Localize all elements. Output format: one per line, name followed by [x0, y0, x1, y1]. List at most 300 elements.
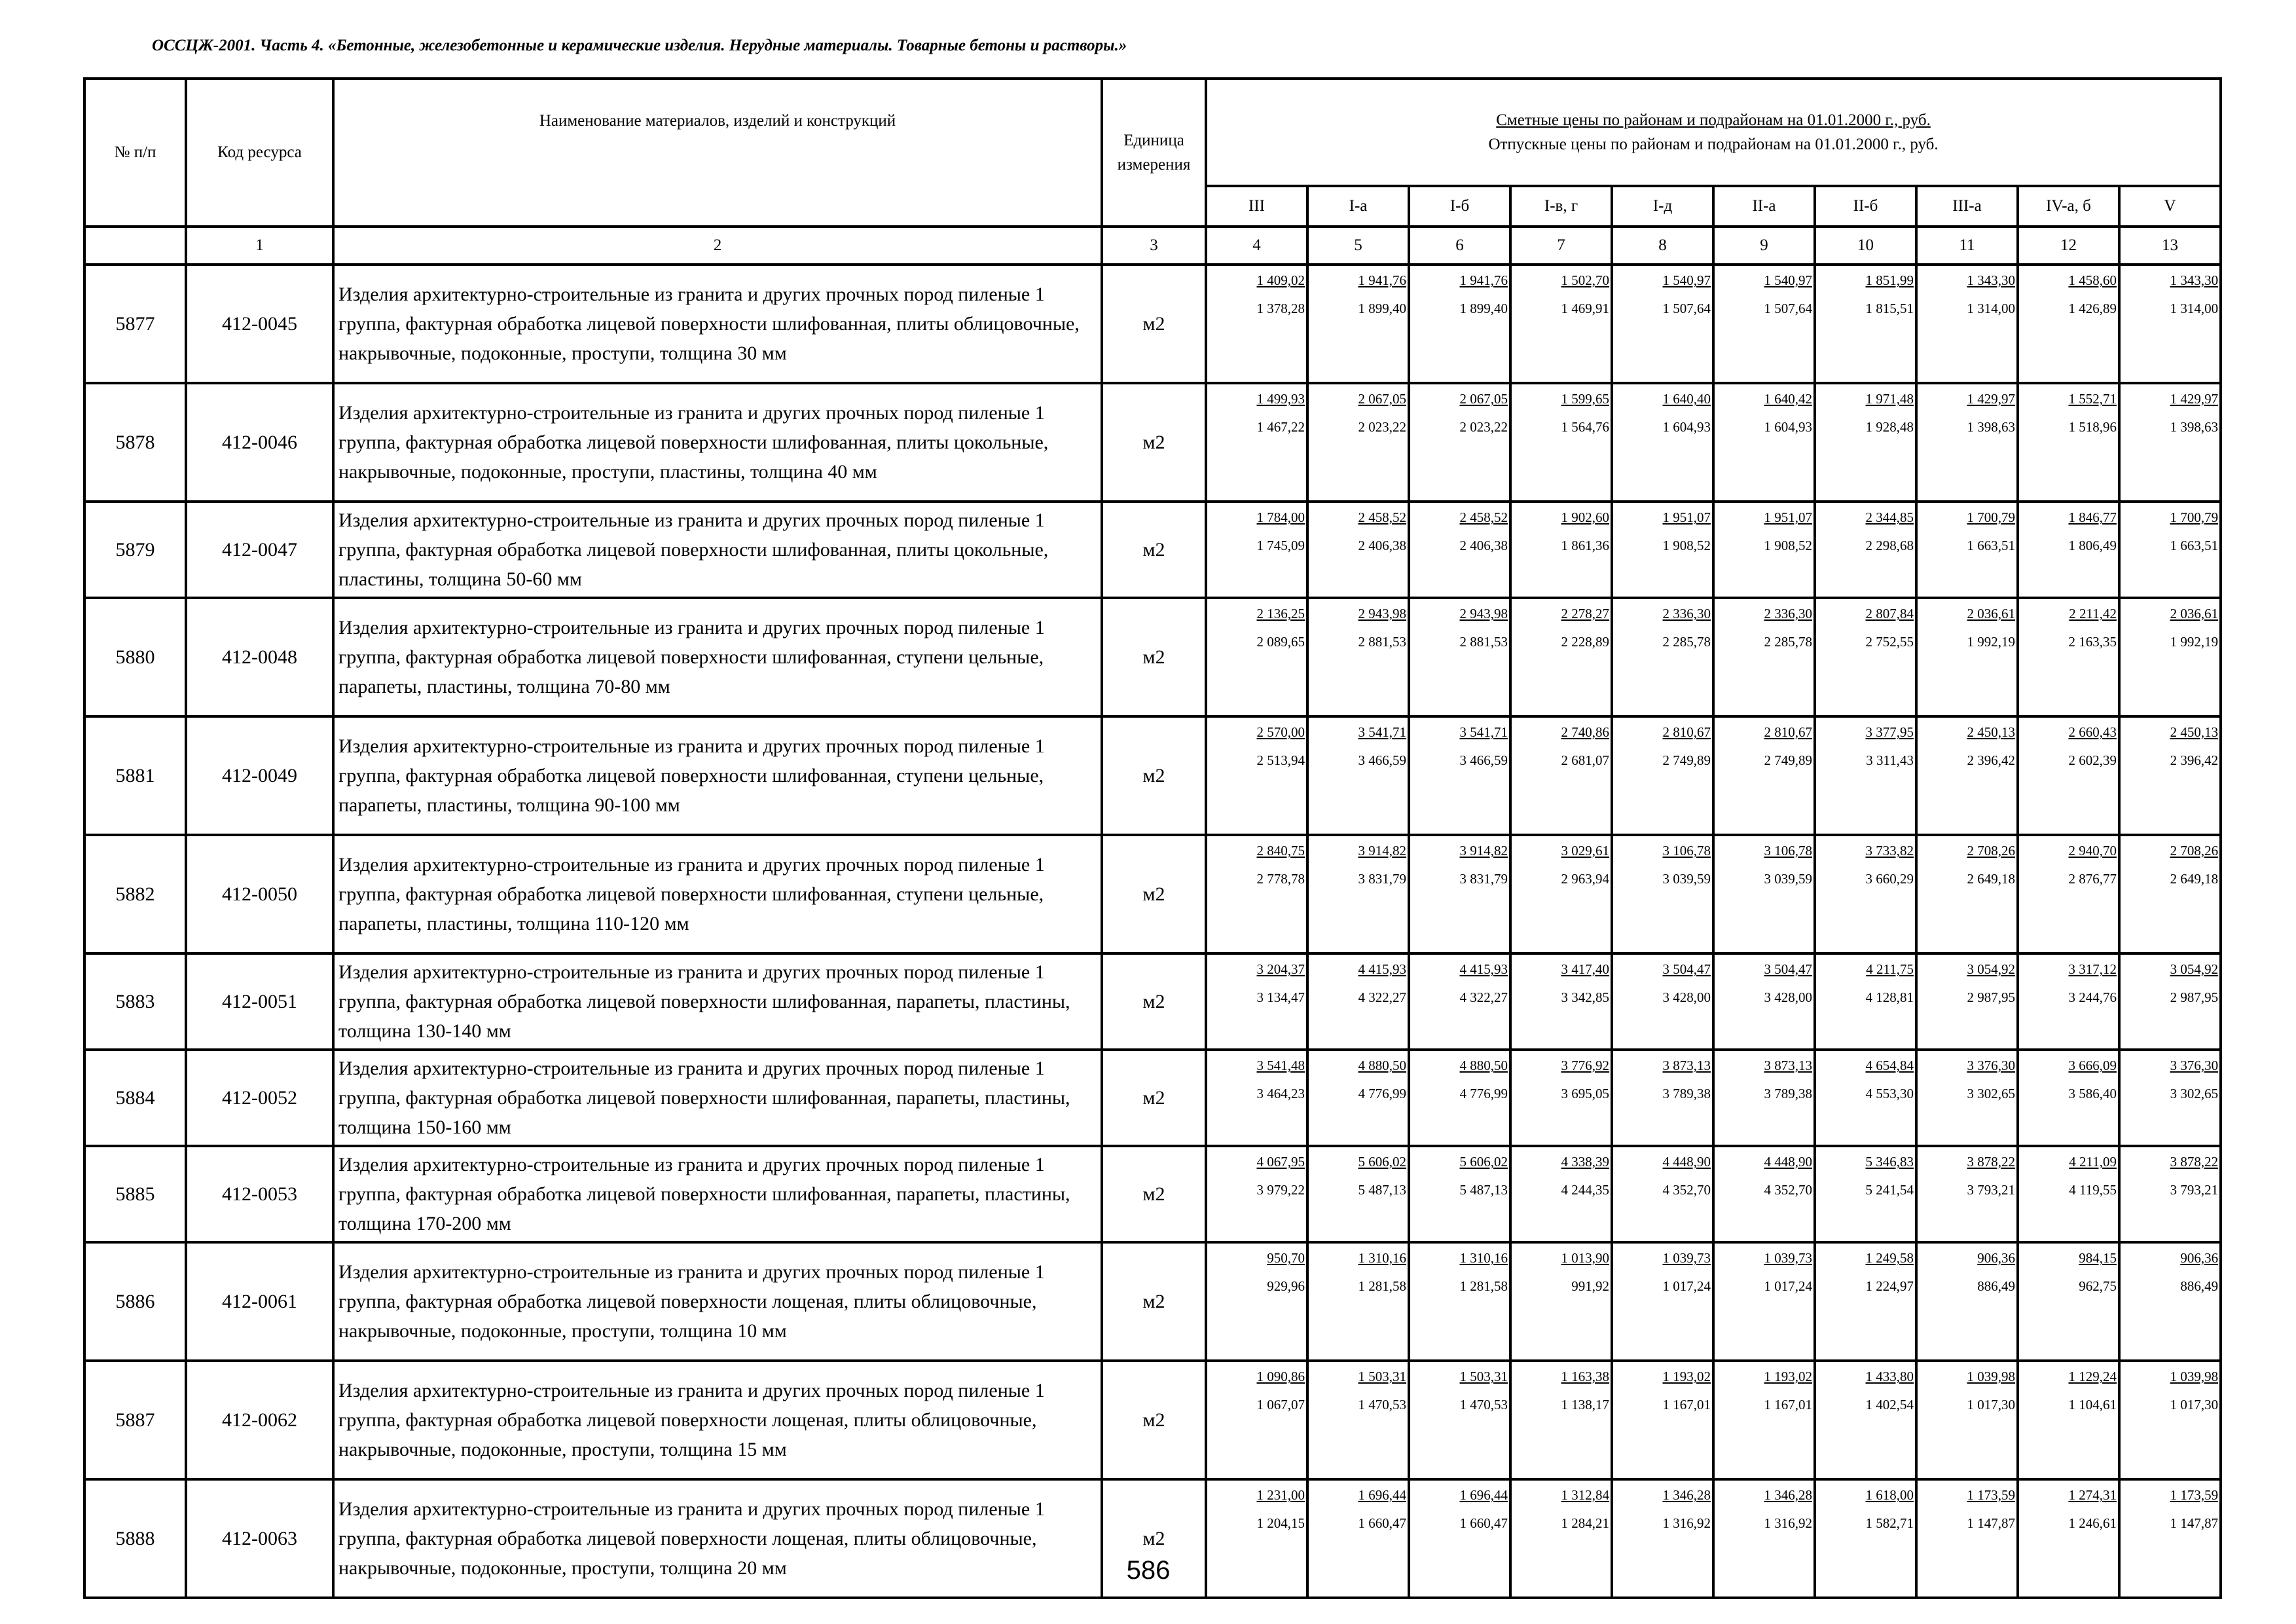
release-price: 1 398,63 — [1967, 419, 2015, 435]
row-number: 5884 — [84, 1050, 186, 1146]
price-cell — [1612, 598, 1713, 716]
release-price: 991,92 — [1571, 1278, 1609, 1294]
estimate-price: 3 733,82 — [1865, 843, 1914, 858]
release-price: 1 507,64 — [1764, 301, 1812, 316]
material-name: Изделия архитектурно-строительные из гранита и других прочных пород пиленые 1 группа, фактурная обработка лицевой поверхности шлифованная, плиты цокольные, накрывочные, подоконные, проступи, пластины, толщина 40 мм — [333, 383, 1102, 502]
release-price: 1 017,30 — [2170, 1397, 2219, 1412]
resource-code: 412-0053 — [186, 1146, 333, 1242]
estimate-price: 3 873,13 — [1662, 1058, 1711, 1073]
release-price: 2 749,89 — [1662, 752, 1711, 768]
estimate-price: 1 039,98 — [1967, 1369, 2015, 1384]
col-header-prices — [1206, 79, 2221, 186]
release-price: 1 284,21 — [1561, 1515, 1609, 1531]
row-number: 5885 — [84, 1146, 186, 1242]
release-price: 2 987,95 — [2170, 989, 2219, 1005]
release-price: 1 815,51 — [1865, 301, 1914, 316]
price-cell — [1409, 716, 1510, 835]
release-price: 2 987,95 — [1967, 989, 2015, 1005]
row-number: 5887 — [84, 1361, 186, 1479]
estimate-price: 1 013,90 — [1561, 1250, 1609, 1266]
material-name: Изделия архитектурно-строительные из гранита и других прочных пород пиленые 1 группа, фактурная обработка лицевой поверхности шлифованная, парапеты, пластины, толщина 150-160 мм — [333, 1050, 1102, 1146]
release-price: 1 861,36 — [1561, 538, 1609, 553]
price-cell — [2119, 953, 2221, 1050]
estimate-price: 2 660,43 — [2068, 724, 2117, 740]
release-price: 3 302,65 — [2170, 1086, 2219, 1101]
release-price: 1 067,07 — [1256, 1397, 1305, 1412]
table-row — [84, 265, 2221, 383]
unit-cell: м2 — [1102, 383, 1206, 502]
price-cell — [1510, 502, 1612, 598]
price-cell — [1612, 383, 1713, 502]
price-cell — [1409, 383, 1510, 502]
estimate-price: 5 606,02 — [1358, 1154, 1406, 1170]
release-price: 1 316,92 — [1662, 1515, 1711, 1531]
col-number: 12 — [2018, 227, 2119, 265]
price-cell — [1916, 716, 2018, 835]
resource-code: 412-0063 — [186, 1479, 333, 1598]
estimate-price: 2 740,86 — [1561, 724, 1609, 740]
price-cell — [1206, 1361, 1307, 1479]
release-price: 4 352,70 — [1764, 1182, 1812, 1198]
estimate-price: 3 417,40 — [1561, 961, 1609, 977]
release-price: 1 806,49 — [2068, 538, 2117, 553]
estimate-price: 1 951,07 — [1662, 509, 1711, 525]
price-cell — [1206, 1050, 1307, 1146]
price-cell — [1815, 953, 1916, 1050]
estimate-price: 4 415,93 — [1358, 961, 1406, 977]
price-cell — [1916, 502, 2018, 598]
estimate-price: 1 173,59 — [1967, 1487, 2015, 1503]
release-price: 2 298,68 — [1865, 538, 1914, 553]
estimate-price: 3 106,78 — [1764, 843, 1812, 858]
prices-title-estimate: Сметные цены по районам и подрайонам на 01.01.2000 г., руб. — [1496, 111, 1931, 129]
price-cell — [1815, 383, 1916, 502]
unit-cell: м2 — [1102, 1050, 1206, 1146]
release-price: 1 899,40 — [1459, 301, 1508, 316]
estimate-price: 1 193,02 — [1662, 1369, 1711, 1384]
region-header: I-б — [1409, 186, 1510, 227]
region-header: I-д — [1612, 186, 1713, 227]
estimate-price: 3 054,92 — [1967, 961, 2015, 977]
estimate-price: 3 878,22 — [2170, 1154, 2219, 1170]
estimate-price: 1 346,28 — [1662, 1487, 1711, 1503]
estimate-price: 1 696,44 — [1358, 1487, 1406, 1503]
release-price: 1 663,51 — [1967, 538, 2015, 553]
price-cell — [1916, 1242, 2018, 1361]
estimate-price: 3 541,71 — [1358, 724, 1406, 740]
row-number: 5883 — [84, 953, 186, 1050]
estimate-price: 4 211,75 — [1866, 961, 1914, 977]
estimate-price: 1 618,00 — [1865, 1487, 1914, 1503]
col-number: 6 — [1409, 227, 1510, 265]
estimate-price: 1 346,28 — [1764, 1487, 1812, 1503]
price-cell — [2018, 1479, 2119, 1598]
estimate-price: 1 503,31 — [1358, 1369, 1406, 1384]
estimate-price: 1 163,38 — [1561, 1369, 1609, 1384]
release-price: 1 017,24 — [1764, 1278, 1812, 1294]
row-number: 5888 — [84, 1479, 186, 1598]
release-price: 3 793,21 — [2170, 1182, 2219, 1198]
estimate-price: 1 231,00 — [1256, 1487, 1305, 1503]
price-cell — [1307, 835, 1409, 953]
release-price: 1 316,92 — [1764, 1515, 1812, 1531]
release-price: 1 314,00 — [2170, 301, 2219, 316]
estimate-price: 1 846,77 — [2068, 509, 2117, 525]
unit-cell: м2 — [1102, 1146, 1206, 1242]
estimate-price: 5 346,83 — [1865, 1154, 1914, 1170]
estimate-price: 2 840,75 — [1256, 843, 1305, 858]
price-cell — [1307, 953, 1409, 1050]
release-price: 1 104,61 — [2068, 1397, 2117, 1412]
release-price: 2 649,18 — [2170, 871, 2219, 887]
price-cell — [1510, 383, 1612, 502]
resource-code: 412-0045 — [186, 265, 333, 383]
estimate-price: 1 503,31 — [1459, 1369, 1508, 1384]
resource-code: 412-0051 — [186, 953, 333, 1050]
price-cell — [1916, 953, 2018, 1050]
estimate-price: 1 540,97 — [1662, 272, 1711, 288]
estimate-price: 1 409,02 — [1256, 272, 1305, 288]
resource-code: 412-0048 — [186, 598, 333, 716]
estimate-price: 1 552,71 — [2068, 391, 2117, 407]
release-price: 1 660,47 — [1459, 1515, 1508, 1531]
release-price: 1 992,19 — [2170, 634, 2219, 650]
price-cell — [2119, 1146, 2221, 1242]
estimate-price: 3 914,82 — [1358, 843, 1406, 858]
release-price: 1 467,22 — [1256, 419, 1305, 435]
estimate-price: 1 090,86 — [1256, 1369, 1305, 1384]
row-number: 5886 — [84, 1242, 186, 1361]
price-cell — [1815, 1479, 1916, 1598]
region-header: II-а — [1713, 186, 1815, 227]
col-header-name: Наименование материалов, изделий и конструкций — [333, 79, 1102, 227]
estimate-price: 3 776,92 — [1561, 1058, 1609, 1073]
release-price: 1 204,15 — [1256, 1515, 1305, 1531]
estimate-price: 3 914,82 — [1459, 843, 1508, 858]
material-name: Изделия архитектурно-строительные из гранита и других прочных пород пиленые 1 группа, фактурная обработка лицевой поверхности лощеная, плиты облицовочные, накрывочные, подоконные, проступи, толщина 15 мм — [333, 1361, 1102, 1479]
estimate-price: 4 211,09 — [2069, 1154, 2117, 1170]
price-cell — [1612, 1361, 1713, 1479]
price-cell — [1409, 953, 1510, 1050]
release-price: 2 228,89 — [1561, 634, 1609, 650]
release-price: 4 244,35 — [1561, 1182, 1609, 1198]
estimate-price: 1 193,02 — [1764, 1369, 1812, 1384]
release-price: 1 017,30 — [1967, 1397, 2015, 1412]
price-cell — [2018, 502, 2119, 598]
estimate-price: 3 666,09 — [2068, 1058, 2117, 1073]
release-price: 5 487,13 — [1459, 1182, 1508, 1198]
release-price: 1 314,00 — [1967, 301, 2015, 316]
price-cell — [2119, 1242, 2221, 1361]
estimate-price: 2 450,13 — [2170, 724, 2219, 740]
estimate-price: 3 541,48 — [1256, 1058, 1305, 1073]
estimate-price: 1 433,80 — [1865, 1369, 1914, 1384]
estimate-price: 2 136,25 — [1256, 606, 1305, 621]
estimate-price: 2 943,98 — [1459, 606, 1508, 621]
price-cell — [2119, 265, 2221, 383]
estimate-price: 1 274,31 — [2068, 1487, 2117, 1503]
table-row — [84, 1146, 2221, 1242]
price-cell — [2018, 716, 2119, 835]
estimate-price: 1 951,07 — [1764, 509, 1812, 525]
estimate-price: 2 211,42 — [2069, 606, 2117, 621]
estimate-price: 1 310,16 — [1459, 1250, 1508, 1266]
release-price: 2 881,53 — [1358, 634, 1406, 650]
price-cell — [1307, 1242, 1409, 1361]
release-price: 3 039,59 — [1764, 871, 1812, 887]
release-price: 3 311,43 — [1866, 752, 1914, 768]
price-cell — [1409, 598, 1510, 716]
price-cell — [1206, 835, 1307, 953]
estimate-price: 2 458,52 — [1358, 509, 1406, 525]
release-price: 2 406,38 — [1459, 538, 1508, 553]
estimate-price: 1 312,84 — [1561, 1487, 1609, 1503]
price-cell — [1916, 1361, 2018, 1479]
col-number: 13 — [2119, 227, 2221, 265]
release-price: 4 322,27 — [1358, 989, 1406, 1005]
price-cell — [2119, 383, 2221, 502]
price-cell — [2119, 598, 2221, 716]
release-price: 2 396,42 — [2170, 752, 2219, 768]
release-price: 1 507,64 — [1662, 301, 1711, 316]
estimate-price: 3 504,47 — [1662, 961, 1711, 977]
price-cell — [2018, 1146, 2119, 1242]
estimate-price: 3 054,92 — [2170, 961, 2219, 977]
resource-code: 412-0050 — [186, 835, 333, 953]
estimate-price: 2 708,26 — [1967, 843, 2015, 858]
table-row — [84, 953, 2221, 1050]
estimate-price: 3 317,12 — [2068, 961, 2117, 977]
table-row — [84, 835, 2221, 953]
release-price: 3 793,21 — [1967, 1182, 2015, 1198]
price-cell — [1307, 598, 1409, 716]
release-price: 2 023,22 — [1459, 419, 1508, 435]
release-price: 2 876,77 — [2068, 871, 2117, 887]
release-price: 2 681,07 — [1561, 752, 1609, 768]
price-cell — [1713, 1242, 1815, 1361]
estimate-price: 984,15 — [2079, 1250, 2117, 1266]
price-cell — [1307, 716, 1409, 835]
price-cell — [1612, 1479, 1713, 1598]
release-price: 2 749,89 — [1764, 752, 1812, 768]
price-cell — [2018, 1361, 2119, 1479]
price-cell — [2018, 598, 2119, 716]
price-cell — [1815, 265, 1916, 383]
estimate-price: 1 971,48 — [1865, 391, 1914, 407]
region-header: II-б — [1815, 186, 1916, 227]
estimate-price: 1 599,65 — [1561, 391, 1609, 407]
resource-code: 412-0052 — [186, 1050, 333, 1146]
release-price: 4 776,99 — [1459, 1086, 1508, 1101]
estimate-price: 4 448,90 — [1662, 1154, 1711, 1170]
price-cell — [1307, 502, 1409, 598]
resource-code: 412-0049 — [186, 716, 333, 835]
material-name: Изделия архитектурно-строительные из гранита и других прочных пород пиленые 1 группа, фактурная обработка лицевой поверхности шлифованная, парапеты, пластины, толщина 130-140 мм — [333, 953, 1102, 1050]
price-cell — [1510, 1050, 1612, 1146]
estimate-price: 3 029,61 — [1561, 843, 1609, 858]
price-cell — [1815, 1050, 1916, 1146]
row-number: 5880 — [84, 598, 186, 716]
release-price: 3 831,79 — [1459, 871, 1508, 887]
estimate-price: 4 067,95 — [1256, 1154, 1305, 1170]
estimate-price: 1 502,70 — [1561, 272, 1609, 288]
release-price: 3 586,40 — [2068, 1086, 2117, 1101]
estimate-price: 906,36 — [1977, 1250, 2015, 1266]
price-cell — [1713, 1361, 1815, 1479]
material-name: Изделия архитектурно-строительные из гранита и других прочных пород пиленые 1 группа, фактурная обработка лицевой поверхности лощеная, плиты облицовочные, накрывочные, подоконные, проступи, толщина 10 мм — [333, 1242, 1102, 1361]
estimate-price: 2 067,05 — [1459, 391, 1508, 407]
price-cell — [1916, 383, 2018, 502]
estimate-price: 3 504,47 — [1764, 961, 1812, 977]
estimate-price: 1 696,44 — [1459, 1487, 1508, 1503]
estimate-price: 1 540,97 — [1764, 272, 1812, 288]
estimate-price: 1 499,93 — [1256, 391, 1305, 407]
release-price: 3 789,38 — [1764, 1086, 1812, 1101]
estimate-price: 4 654,84 — [1865, 1058, 1914, 1073]
estimate-price: 1 902,60 — [1561, 509, 1609, 525]
release-price: 1 147,87 — [1967, 1515, 2015, 1531]
price-cell — [1510, 716, 1612, 835]
estimate-price: 2 278,27 — [1561, 606, 1609, 621]
release-price: 2 963,94 — [1561, 871, 1609, 887]
row-number: 5877 — [84, 265, 186, 383]
estimate-price: 2 943,98 — [1358, 606, 1406, 621]
col-number: 4 — [1206, 227, 1307, 265]
price-cell — [1612, 1050, 1713, 1146]
release-price: 1 518,96 — [2068, 419, 2117, 435]
release-price: 1 908,52 — [1662, 538, 1711, 553]
release-price: 1 745,09 — [1256, 538, 1305, 553]
estimate-price: 1 039,73 — [1764, 1250, 1812, 1266]
price-cell — [2119, 835, 2221, 953]
unit-cell: м2 — [1102, 598, 1206, 716]
estimate-price: 1 700,79 — [2170, 509, 2219, 525]
release-price: 1 398,63 — [2170, 419, 2219, 435]
price-cell — [1815, 1146, 1916, 1242]
release-price: 3 428,00 — [1662, 989, 1711, 1005]
price-table — [83, 77, 2222, 1599]
price-cell — [2119, 502, 2221, 598]
release-price: 3 244,76 — [2068, 989, 2117, 1005]
price-cell — [2018, 1242, 2119, 1361]
estimate-price: 2 344,85 — [1865, 509, 1914, 525]
release-price: 962,75 — [2079, 1278, 2117, 1294]
unit-cell: м2 — [1102, 716, 1206, 835]
release-price: 3 660,29 — [1865, 871, 1914, 887]
material-name: Изделия архитектурно-строительные из гранита и других прочных пород пиленые 1 группа, фактурная обработка лицевой поверхности шлифованная, парапеты, пластины, толщина 170-200 мм — [333, 1146, 1102, 1242]
release-price: 1 908,52 — [1764, 538, 1812, 553]
col-number: 11 — [1916, 227, 2018, 265]
unit-cell: м2 — [1102, 835, 1206, 953]
estimate-price: 1 784,00 — [1256, 509, 1305, 525]
price-cell — [1612, 502, 1713, 598]
price-cell — [1409, 265, 1510, 383]
price-cell — [1815, 716, 1916, 835]
release-price: 2 778,78 — [1256, 871, 1305, 887]
prices-title-release: Отпускные цены по районам и подрайонам на 01.01.2000 г., руб. — [1488, 136, 1939, 153]
estimate-price: 1 039,73 — [1662, 1250, 1711, 1266]
estimate-price: 1 429,97 — [1967, 391, 2015, 407]
estimate-price: 1 941,76 — [1459, 272, 1508, 288]
release-price: 4 553,30 — [1865, 1086, 1914, 1101]
price-cell — [1612, 835, 1713, 953]
col-header-num: № п/п — [84, 79, 186, 227]
unit-cell: м2 — [1102, 265, 1206, 383]
release-price: 2 163,35 — [2068, 634, 2117, 650]
price-cell — [2119, 1479, 2221, 1598]
price-cell — [1206, 953, 1307, 1050]
material-name: Изделия архитектурно-строительные из гранита и других прочных пород пиленые 1 группа, фактурная обработка лицевой поверхности шлифованная, ступени цельные, парапеты, пластины, толщина 90-100 мм — [333, 716, 1102, 835]
release-price: 3 302,65 — [1967, 1086, 2015, 1101]
release-price: 2 752,55 — [1865, 634, 1914, 650]
estimate-price: 4 880,50 — [1459, 1058, 1508, 1073]
estimate-price: 1 429,97 — [2170, 391, 2219, 407]
price-cell — [1206, 1146, 1307, 1242]
estimate-price: 1 851,99 — [1865, 272, 1914, 288]
release-price: 3 979,22 — [1256, 1182, 1305, 1198]
estimate-price: 3 541,71 — [1459, 724, 1508, 740]
price-cell — [1916, 598, 2018, 716]
release-price: 1 604,93 — [1662, 419, 1711, 435]
estimate-price: 2 036,61 — [2170, 606, 2219, 621]
table-row — [84, 716, 2221, 835]
estimate-price: 3 376,30 — [1967, 1058, 2015, 1073]
price-cell — [1206, 502, 1307, 598]
release-price: 1 564,76 — [1561, 419, 1609, 435]
release-price: 1 378,28 — [1256, 301, 1305, 316]
material-name: Изделия архитектурно-строительные из гранита и других прочных пород пиленые 1 группа, фактурная обработка лицевой поверхности шлифованная, ступени цельные, парапеты, пластины, толщина 110-120 мм — [333, 835, 1102, 953]
release-price: 1 246,61 — [2068, 1515, 2117, 1531]
price-cell — [1409, 1361, 1510, 1479]
estimate-price: 1 129,24 — [2068, 1369, 2117, 1384]
release-price: 2 881,53 — [1459, 634, 1508, 650]
document-header: ОССЦЖ-2001. Часть 4. «Бетонные, железобетонные и керамические изделия. Нерудные материалы. Товарные бетоны и растворы.» — [152, 37, 1127, 54]
region-header: V — [2119, 186, 2221, 227]
estimate-price: 3 377,95 — [1865, 724, 1914, 740]
release-price: 1 582,71 — [1865, 1515, 1914, 1531]
price-cell — [1916, 1050, 2018, 1146]
region-header: III-а — [1916, 186, 2018, 227]
release-price: 1 426,89 — [2068, 301, 2117, 316]
release-price: 2 089,65 — [1256, 634, 1305, 650]
price-cell — [2018, 1050, 2119, 1146]
price-cell — [1815, 1242, 1916, 1361]
price-cell — [1713, 598, 1815, 716]
price-cell — [1612, 265, 1713, 383]
estimate-price: 4 338,39 — [1561, 1154, 1609, 1170]
release-price: 1 470,53 — [1358, 1397, 1406, 1412]
price-cell — [1510, 598, 1612, 716]
release-price: 3 789,38 — [1662, 1086, 1711, 1101]
price-cell — [1612, 716, 1713, 835]
col-number: 9 — [1713, 227, 1815, 265]
release-price: 1 992,19 — [1967, 634, 2015, 650]
material-name: Изделия архитектурно-строительные из гранита и других прочных пород пиленые 1 группа, фактурная обработка лицевой поверхности шлифованная, плиты цокольные, пластины, толщина 50-60 мм — [333, 502, 1102, 598]
unit-cell: м2 — [1102, 502, 1206, 598]
price-cell — [1713, 1050, 1815, 1146]
release-price: 1 660,47 — [1358, 1515, 1406, 1531]
release-price: 4 776,99 — [1358, 1086, 1406, 1101]
price-cell — [1307, 1050, 1409, 1146]
price-cell — [1916, 265, 2018, 383]
price-cell — [1206, 716, 1307, 835]
estimate-price: 1 640,42 — [1764, 391, 1812, 407]
release-price: 886,49 — [2180, 1278, 2219, 1294]
estimate-price: 2 810,67 — [1764, 724, 1812, 740]
estimate-price: 1 343,30 — [1967, 272, 2015, 288]
estimate-price: 2 570,00 — [1256, 724, 1305, 740]
estimate-price: 2 458,52 — [1459, 509, 1508, 525]
